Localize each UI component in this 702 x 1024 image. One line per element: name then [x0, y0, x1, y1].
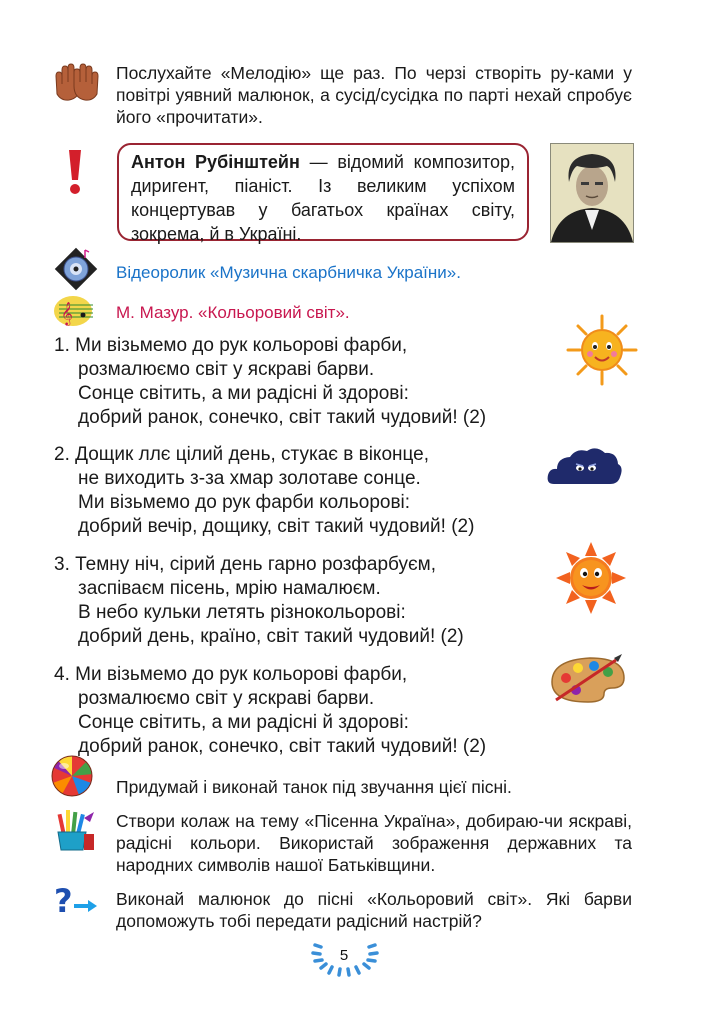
stanza-line: добрий вечір, дощику, світ такий чудовий! (2) — [78, 516, 475, 537]
sun-icon — [566, 314, 638, 386]
task-listen: Послухайте «Мелодію» ще раз. По черзі створіть ру-ками у повітрі уявний малюнок, а сусід/сусідка по парті нехай спробує його «прочитати». — [116, 63, 632, 127]
page-number-ornament — [309, 935, 385, 977]
cloud-icon — [546, 446, 622, 488]
stanza-line: Сонце світить, а ми радісні й здорові: — [78, 712, 409, 733]
stanza-line: 2. Дощик ллє цілий день, стукає в віконце, — [54, 444, 430, 465]
stanza-line: Сонце світить, а ми радісні й здорові: — [78, 383, 409, 404]
stanza-line: заспіваєм пісень, мрію намалюєм. — [78, 578, 381, 599]
stanza-line: добрий ранок, сонечко, світ такий чудовий! (2) — [78, 736, 487, 757]
svg-text:?: ? — [54, 884, 73, 918]
stanza-line: 3. Темну ніч, сірий день гарно розфарбуєм, — [54, 554, 437, 575]
disc-icon — [53, 246, 99, 292]
palette-icon — [546, 652, 628, 704]
stanza-line: розмалюємо світ у яскраві барви. — [78, 359, 375, 380]
composer-text: — відомий композитор, диригент, піаніст. Із великим успіхом концертував у багатьох країнах світу, зокрема, й в Україні. — [131, 152, 516, 244]
composer-portrait — [550, 143, 634, 243]
info-box — [117, 143, 529, 244]
stanza-line: В небо кульки летять різнокольорові: — [78, 602, 406, 623]
video-link[interactable]: Відеоролик «Музична скарбничка України». — [116, 263, 461, 282]
stanza-3 — [54, 553, 464, 649]
stanza-line: Ми візьмемо до рук фарби кольорові: — [78, 492, 411, 513]
ball-icon — [50, 754, 94, 798]
stanza-line: 4. Ми візьмемо до рук кольорові фарби, — [54, 664, 408, 685]
sun-icon — [554, 540, 628, 616]
task-drawing: Виконай малюнок до пісні «Кольоровий світ». Які барви допоможуть тобі передати радісний настрій? — [116, 889, 632, 931]
stanza-line: добрий ранок, сонечко, світ такий чудовий! (2) — [78, 407, 487, 428]
hands-icon — [52, 62, 102, 102]
stanza-line: добрий день, країно, світ такий чудовий! (2) — [78, 626, 464, 647]
svg-text:𝄞: 𝄞 — [61, 301, 73, 325]
exclamation-icon — [64, 148, 86, 196]
stanza-2 — [54, 443, 474, 539]
stanza-line: не виходить з-за хмар золотаве сонце. — [78, 468, 421, 489]
music-note-icon — [53, 294, 97, 328]
song-title: М. Мазур. «Кольоровий світ». — [116, 303, 350, 322]
task-collage: Створи колаж на тему «Пісенна Україна», добираю-чи яскраві, радісні кольори. Використай зображення державних та народних символів нашої Батьківщини. — [116, 811, 632, 875]
stanza-1 — [54, 334, 486, 430]
question-icon — [54, 884, 98, 918]
stanza-4 — [54, 663, 486, 759]
stanza-line: розмалюємо світ у яскраві барви. — [78, 688, 375, 709]
task-dance: Придумай і виконай танок під звучання цієї пісні. — [116, 777, 512, 797]
stanza-line: 1. Ми візьмемо до рук кольорові фарби, — [54, 335, 408, 356]
composer-name: Антон Рубінштейн — [131, 152, 300, 172]
pencils-icon — [54, 808, 96, 852]
page-number: 5 — [339, 947, 349, 964]
